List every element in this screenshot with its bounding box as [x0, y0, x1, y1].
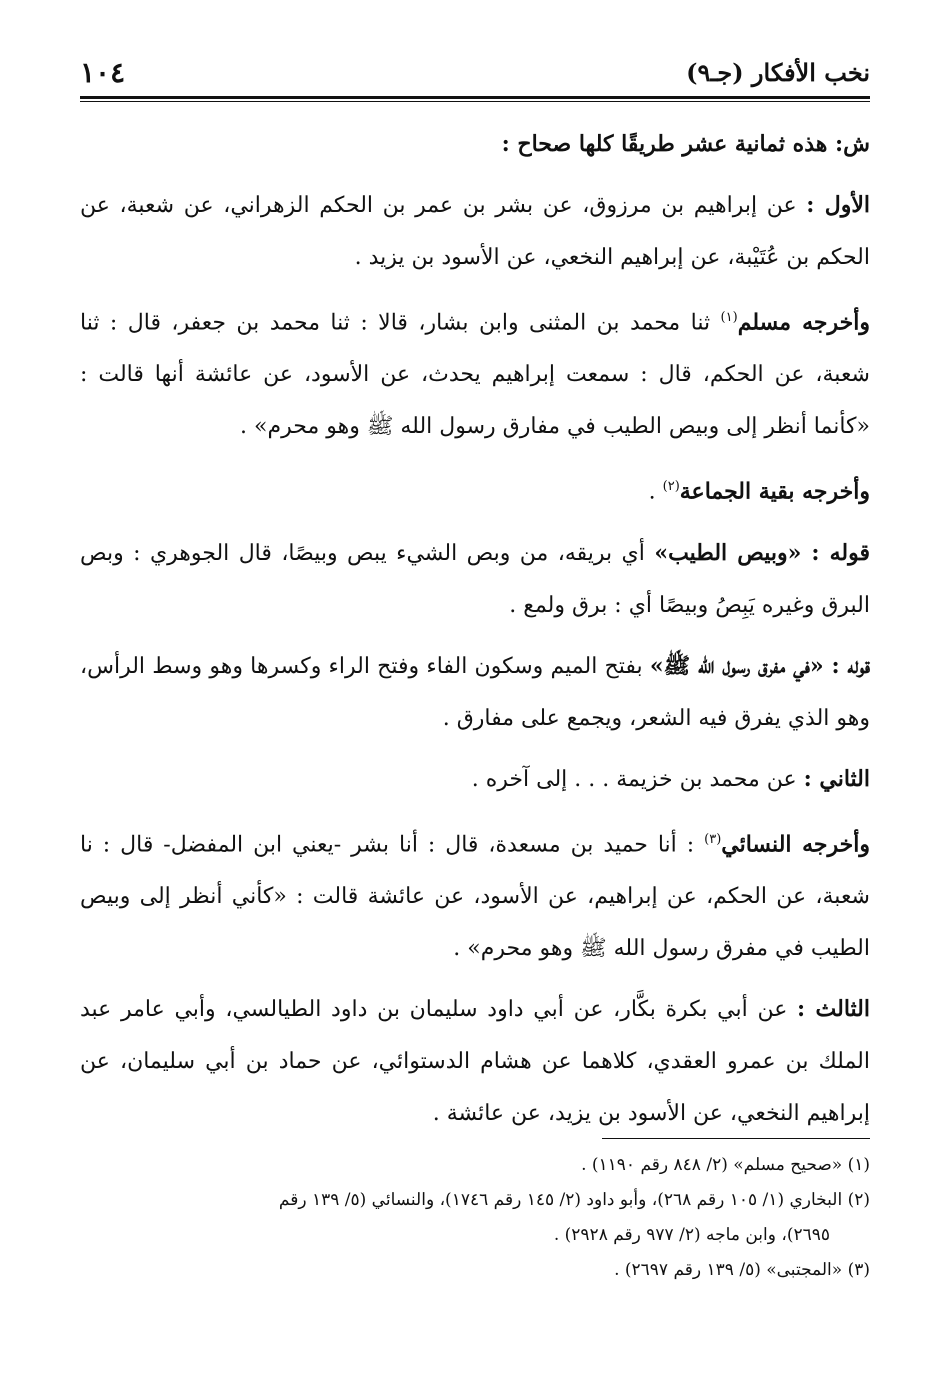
- paragraph-text: بفتح الميم وسكون الفاء وفتح الراء وكسرها وهو وسط الرأس، وهو الذي يفرق فيه الشعر، ويجمع على مفارق .: [80, 653, 870, 731]
- main-text: [80, 118, 870, 1148]
- page-number: ١٠٤: [80, 55, 126, 89]
- paragraph-mafraq: [80, 640, 870, 745]
- paragraph-first-chain: [80, 179, 870, 284]
- lead-term: الثاني :: [803, 765, 870, 792]
- lead-term: قوله : «في مفرق رسول الله ﷺ»: [649, 652, 870, 679]
- footnotes: [80, 1148, 870, 1288]
- lead-term: الأول :: [806, 192, 870, 218]
- paragraph-text: ثنا محمد بن المثنى وابن بشار، قالا : ثنا محمد بن جعفر، قال : ثنا شعبة، عن الحكم، قال : سمعت إبراهيم يحدث، عن الأسود، عن عائشة أنها قالت : «كأنما أنظر إلى وبيص الطيب في مفارق رسول الله ﷺ وهو محرم» .: [80, 310, 870, 440]
- page-header: [80, 50, 870, 94]
- lead-term: قوله : «وبيص الطيب»: [654, 539, 870, 566]
- paragraph-nasai: [80, 814, 870, 975]
- paragraph-text: : أنا حميد بن مسعدة، قال : أنا بشر -يعني ابن المفضل- قال : نا شعبة، عن الحكم، عن إبراهيم، عن الأسود، عن عائشة قالت : «كأني أنظر إلى وبيص الطيب في مفرق رسول الله ﷺ وهو محرم» .: [80, 831, 870, 961]
- paragraph-text: أي بريقه، من وبص الشيء يبص وبيصًا، قال الجوهري : وبص البرق وغيره يَبِصُ وبيصًا أي : برق ولمع .: [80, 540, 870, 618]
- paragraph-jamaah: [80, 461, 870, 518]
- footnote-3: (٣) «المجتبى» (٥/ ١٣٩ رقم ٢٦٩٧) .: [614, 1260, 870, 1280]
- paragraph-second-chain: [80, 753, 870, 806]
- book-title: نخب الأفكار (جـ٩): [686, 57, 870, 87]
- footnote-ref: (٣): [704, 831, 722, 847]
- paragraph-intro: [80, 118, 870, 171]
- footnote-2: (٢) البخاري (١/ ١٠٥ رقم ٢٦٨)، وأبو داود (٢/ ١٤٥ رقم ١٧٤٦)، والنسائي (٥/ ١٣٩ رقم: [278, 1190, 870, 1210]
- paragraph-wabees: [80, 527, 870, 632]
- header-rule-thin: [80, 101, 870, 102]
- footnote-ref: (١): [720, 310, 738, 325]
- paragraph-third-chain: [80, 983, 870, 1140]
- header-rule-thick: [80, 96, 870, 99]
- footnote-1: (١) «صحيح مسلم» (٢/ ٨٤٨ رقم ١١٩٠) .: [581, 1155, 870, 1175]
- footnote-separator: [602, 1138, 870, 1139]
- lead-term: الثالث :: [797, 995, 870, 1022]
- paragraph-text: عن أبي بكرة بكَّار، عن أبي داود سليمان بن داود الطيالسي، وأبي عامر عبد الملك بن عمرو العقدي، كلاهما عن هشام الدستوائي، عن حماد بن أبي سليمان، عن إبراهيم النخعي، عن الأسود بن يزيد، عن عائشة .: [80, 996, 870, 1126]
- footnote-2-continued: ٢٦٩٥)، وابن ماجه (٢/ ٩٧٧ رقم ٢٩٢٨) .: [553, 1225, 830, 1245]
- intro-heading: ش: هذه ثمانية عشر طريقًا كلها صحاح :: [501, 131, 870, 157]
- lead-term: وأخرجه مسلم: [737, 309, 870, 336]
- lead-term: وأخرجه بقية الجماعة: [679, 478, 870, 505]
- paragraph-text: عن إبراهيم بن مرزوق، عن بشر بن عمر بن الحكم الزهراني، عن شعبة، عن الحكم بن عُتَيْبة، عن إبراهيم النخعي، عن الأسود بن يزيد .: [80, 193, 870, 270]
- footnote-ref: (٢): [662, 479, 680, 495]
- lead-term: وأخرجه النسائي: [721, 830, 870, 857]
- paragraph-text: عن محمد بن خزيمة . . . إلى آخره .: [471, 766, 804, 792]
- paragraph-text: .: [648, 479, 663, 505]
- paragraph-muslim: [80, 292, 870, 453]
